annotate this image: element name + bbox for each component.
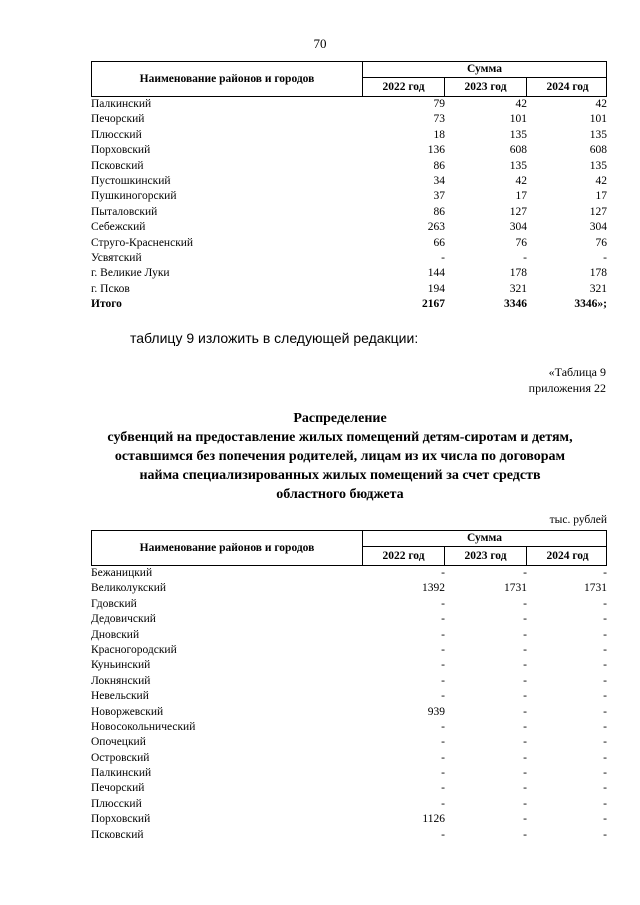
value-2023: -: [523, 813, 527, 826]
value-2023: -: [523, 828, 527, 841]
district-name: Островский: [91, 751, 150, 764]
value-2023: 135: [509, 128, 527, 141]
district-name: Псковский: [91, 828, 144, 841]
value-2023: 17: [515, 190, 527, 203]
table-row: [91, 658, 607, 673]
table-row: [91, 812, 607, 827]
value-2022: 73: [433, 113, 445, 126]
allocation-table-1: [91, 61, 607, 312]
value-2024: -: [603, 720, 607, 733]
value-2023: -: [523, 767, 527, 780]
table-row: [91, 612, 607, 627]
value-2022: -: [441, 628, 445, 641]
value-2024: -: [603, 736, 607, 749]
district-name: Бежаницкий: [91, 567, 153, 579]
table-title: [60, 409, 620, 504]
value-2022: 86: [433, 205, 445, 218]
district-name: Порховский: [91, 813, 151, 826]
value-2023: 135: [509, 159, 527, 172]
district-name: Плюсский: [91, 128, 142, 141]
table-row: [91, 236, 607, 251]
table-row: [91, 781, 607, 796]
value-2022: -: [441, 659, 445, 672]
value-2024: 135: [589, 159, 607, 172]
district-name: Палкинский: [91, 767, 152, 780]
header-year-2024: 2024 год: [526, 547, 608, 565]
value-2022: -: [441, 828, 445, 841]
table-header: [91, 530, 607, 566]
table-row: [91, 597, 607, 612]
table-row: [91, 282, 607, 297]
value-2022: -: [441, 797, 445, 810]
title-line: найма специализированных жилых помещений за счет средств: [139, 468, 541, 483]
value-2023: 127: [509, 205, 527, 218]
district-name: Печорский: [91, 113, 145, 126]
header-sum: Сумма: [363, 531, 606, 547]
value-2023: -: [523, 720, 527, 733]
value-2024: -: [603, 251, 607, 264]
value-2023: -: [523, 659, 527, 672]
table-row: [91, 205, 607, 220]
table-row: [91, 828, 607, 843]
value-2024: -: [603, 797, 607, 810]
value-2022: -: [441, 613, 445, 626]
value-2022: 194: [427, 282, 445, 295]
value-2022: 136: [427, 144, 445, 157]
value-2023: 304: [509, 221, 527, 234]
table-row: [91, 674, 607, 689]
value-2022: 79: [433, 98, 445, 110]
value-2023: -: [523, 567, 527, 579]
value-2022: 34: [433, 174, 445, 187]
district-name: Локнянский: [91, 674, 151, 687]
value-2022: -: [441, 720, 445, 733]
district-name: Пушкиногорский: [91, 190, 177, 203]
value-2024: -: [603, 628, 607, 641]
header-name-column: Наименование районов и городов: [92, 531, 363, 565]
value-2024: -: [603, 674, 607, 687]
table-row: [91, 735, 607, 750]
district-name: Дновский: [91, 628, 140, 641]
value-2022: -: [441, 567, 445, 579]
district-name: г. Великие Луки: [91, 267, 170, 280]
value-2022: 939: [427, 705, 445, 718]
table-row: [91, 174, 607, 189]
title-line: оставшимся без попечения родителей, лицам из их числа по договорам: [114, 449, 566, 464]
value-2024: -: [603, 659, 607, 672]
allocation-table-2: [91, 530, 607, 843]
value-2024: 178: [589, 267, 607, 280]
header-year-2023: 2023 год: [444, 547, 526, 565]
table-row: [91, 751, 607, 766]
table-row: [91, 251, 607, 266]
table-row: [91, 159, 607, 174]
value-2024: 42: [595, 174, 607, 187]
district-name: Невельский: [91, 690, 149, 703]
table-header: [91, 61, 607, 97]
title-line: субвенций на предоставление жилых помещений детям-сиротам и детям,: [107, 430, 573, 445]
value-2023: -: [523, 674, 527, 687]
value-2024: 101: [589, 113, 607, 126]
value-2023: -: [523, 705, 527, 718]
district-name: Опочецкий: [91, 736, 146, 749]
value-2022: 144: [427, 267, 445, 280]
district-name: Порховский: [91, 144, 151, 157]
table-row: [91, 143, 607, 158]
header-year-2024: 2024 год: [526, 78, 608, 96]
value-2022: 66: [433, 236, 445, 249]
table-row: [91, 189, 607, 204]
value-2022: 86: [433, 159, 445, 172]
page-number: 70: [313, 36, 327, 51]
value-2024: -: [603, 767, 607, 780]
district-name: Новосокольнический: [91, 720, 196, 733]
value-2023: 321: [509, 282, 527, 295]
value-2022: 263: [427, 221, 445, 234]
table-row: [91, 266, 607, 281]
value-2024: 304: [589, 221, 607, 234]
header-sum: Сумма: [363, 62, 606, 78]
value-2024: -: [603, 705, 607, 718]
table-row: [91, 720, 607, 735]
value-2023: -: [523, 751, 527, 764]
value-2023: 178: [509, 267, 527, 280]
value-2024: 42: [595, 98, 607, 110]
value-2024: 1731: [584, 582, 607, 595]
value-2022: -: [441, 690, 445, 703]
table-row: [91, 643, 607, 658]
value-2024: 608: [589, 144, 607, 157]
table-total-row: [91, 297, 607, 312]
value-2023: 42: [515, 174, 527, 187]
table-row: [91, 128, 607, 143]
value-2023: -: [523, 643, 527, 656]
title-line: областного бюджета: [276, 487, 404, 502]
value-2022: 37: [433, 190, 445, 203]
value-2023: 608: [509, 144, 527, 157]
header-year-2023: 2023 год: [444, 78, 526, 96]
value-2022: -: [441, 251, 445, 264]
value-2024: 321: [589, 282, 607, 295]
value-2023: -: [523, 736, 527, 749]
value-2024: -: [603, 828, 607, 841]
table-row: [91, 112, 607, 127]
value-2022: -: [441, 597, 445, 610]
table-ref-line2: приложения 22: [528, 381, 606, 395]
value-2022: -: [441, 751, 445, 764]
value-2024: -: [603, 613, 607, 626]
value-2023: 42: [515, 98, 527, 110]
value-2024: -: [603, 597, 607, 610]
table-row: [91, 97, 607, 112]
table-row: [91, 797, 607, 812]
table-row: [91, 566, 607, 581]
value-2022: -: [441, 782, 445, 795]
district-name: Пыталовский: [91, 205, 158, 218]
table-row: [91, 628, 607, 643]
value-2024: 17: [595, 190, 607, 203]
district-name: Пустошкинский: [91, 174, 171, 187]
header-year-2022: 2022 год: [382, 81, 425, 93]
value-2024: -: [603, 567, 607, 579]
amendment-instruction: таблицу 9 изложить в следующей редакции:: [130, 330, 419, 346]
district-name: Итого: [91, 298, 122, 311]
value-2022: -: [441, 736, 445, 749]
value-2024: -: [603, 813, 607, 826]
value-2022: 1392: [422, 582, 445, 595]
value-2024: -: [603, 690, 607, 703]
value-2024: -: [603, 643, 607, 656]
value-2023: 76: [515, 236, 527, 249]
district-name: Великолукский: [91, 582, 167, 595]
value-2023: -: [523, 782, 527, 795]
district-name: Новоржевский: [91, 705, 164, 718]
district-name: г. Псков: [91, 282, 130, 295]
district-name: Усвятский: [91, 251, 142, 264]
value-2024: 76: [595, 236, 607, 249]
value-2023: 1731: [504, 582, 527, 595]
value-2024: -: [603, 782, 607, 795]
district-name: Гдовский: [91, 597, 137, 610]
value-2024: 127: [589, 205, 607, 218]
district-name: Псковский: [91, 159, 144, 172]
table-row: [91, 705, 607, 720]
value-2024: -: [603, 751, 607, 764]
unit-label: тыс. рублей: [549, 514, 607, 526]
value-2023: -: [523, 613, 527, 626]
value-2022: 2167: [422, 298, 445, 311]
value-2022: 18: [433, 128, 445, 141]
value-2023: -: [523, 690, 527, 703]
value-2023: -: [523, 597, 527, 610]
value-2022: -: [441, 674, 445, 687]
value-2024: 135: [589, 128, 607, 141]
header-year-2022: 2022 год: [382, 550, 425, 562]
district-name: Красногородский: [91, 643, 177, 656]
value-2022: -: [441, 767, 445, 780]
value-2022: 1126: [422, 813, 445, 826]
district-name: Себежский: [91, 221, 146, 234]
district-name: Струго-Красненский: [91, 236, 194, 249]
value-2023: 3346: [504, 298, 527, 311]
value-2023: 101: [509, 113, 527, 126]
table-row: [91, 689, 607, 704]
table-ref-line1: «Таблица 9: [548, 365, 606, 379]
district-name: Плюсский: [91, 797, 142, 810]
table-row: [91, 220, 607, 235]
table-row: [91, 766, 607, 781]
value-2023: -: [523, 251, 527, 264]
district-name: Печорский: [91, 782, 145, 795]
value-2022: -: [441, 643, 445, 656]
value-2024: 3346»;: [574, 298, 607, 311]
header-name-column: Наименование районов и городов: [92, 62, 363, 96]
value-2023: -: [523, 628, 527, 641]
value-2023: -: [523, 797, 527, 810]
table-row: [91, 581, 607, 596]
district-name: Дедовичский: [91, 613, 156, 626]
title-line: Распределение: [293, 411, 387, 426]
district-name: Куньинский: [91, 659, 151, 672]
district-name: Палкинский: [91, 98, 152, 110]
